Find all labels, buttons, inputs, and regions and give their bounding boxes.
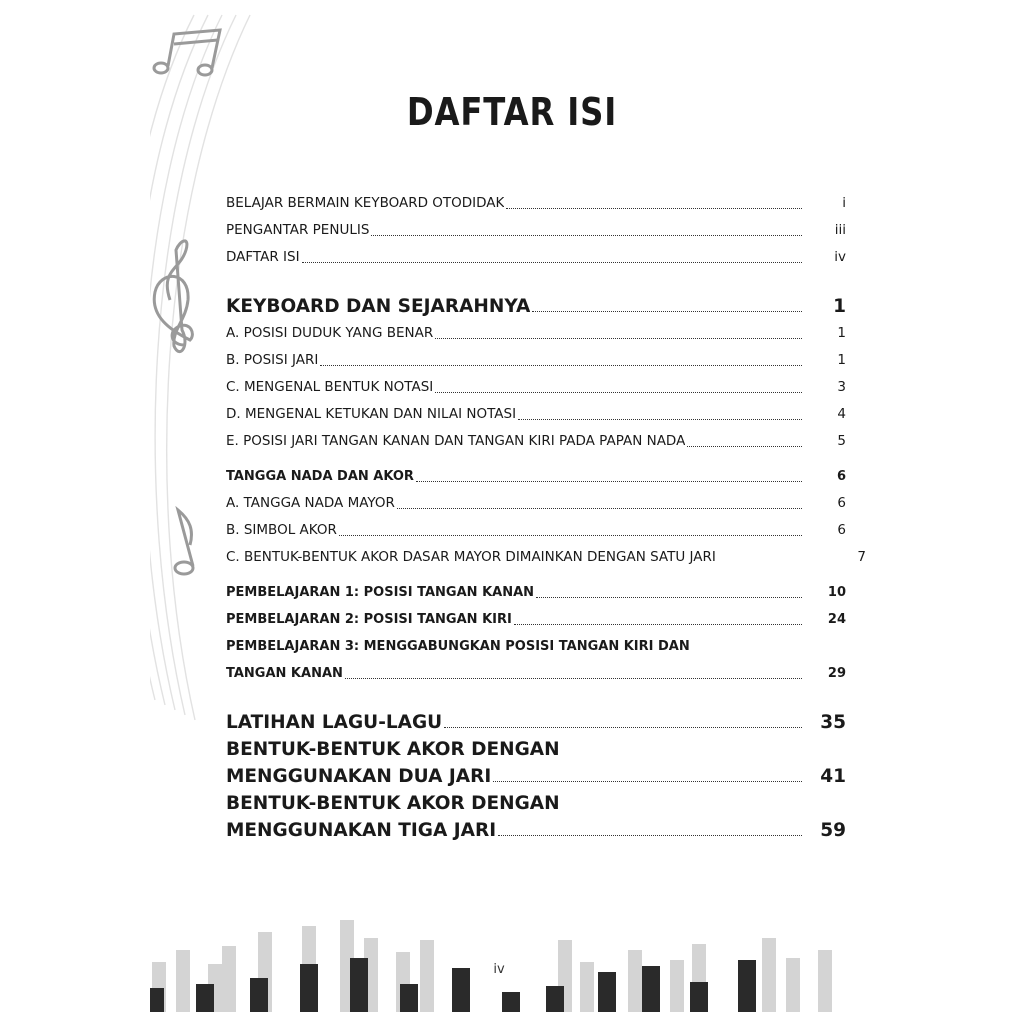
dot-leader bbox=[532, 310, 802, 312]
dot-leader bbox=[339, 534, 802, 536]
toc-chapter-label: KEYBOARD DAN SEJARAHNYA bbox=[226, 296, 531, 317]
dot-leader bbox=[416, 480, 802, 482]
toc-section[interactable] bbox=[226, 463, 846, 490]
toc-entry[interactable] bbox=[226, 490, 846, 517]
dot-leader bbox=[371, 234, 802, 236]
toc-section-page: 29 bbox=[827, 666, 846, 681]
toc-entry[interactable] bbox=[226, 517, 846, 544]
toc-section-page: 6 bbox=[836, 469, 846, 484]
toc-chapter[interactable] bbox=[226, 763, 846, 790]
toc-chapter[interactable] bbox=[226, 817, 846, 844]
toc-entry-label: PENGANTAR PENULIS bbox=[226, 222, 370, 238]
dot-leader bbox=[506, 207, 802, 209]
toc-entry-page: i bbox=[842, 195, 846, 211]
toc-entry-label: B. SIMBOL AKOR bbox=[226, 522, 337, 538]
toc-entry-label: A. TANGGA NADA MAYOR bbox=[226, 495, 395, 511]
dot-leader bbox=[498, 834, 802, 836]
toc-entry[interactable] bbox=[226, 347, 846, 374]
toc-entry[interactable] bbox=[226, 244, 846, 271]
toc-entry-label: E. POSISI JARI TANGAN KANAN DAN TANGAN KIRI PADA PAPAN NADA bbox=[226, 433, 686, 449]
dot-leader bbox=[687, 445, 802, 447]
toc-entry-page: 6 bbox=[837, 522, 846, 538]
toc-entry-page: 7 bbox=[857, 549, 866, 565]
toc-section[interactable] bbox=[226, 660, 846, 687]
toc-entry-label: A. POSISI DUDUK YANG BENAR bbox=[226, 325, 434, 341]
toc-entry-label: BELAJAR BERMAIN KEYBOARD OTODIDAK bbox=[226, 195, 505, 211]
eighth-note-icon bbox=[175, 510, 193, 574]
toc-chapter[interactable] bbox=[226, 293, 846, 320]
toc-entry-page: 6 bbox=[837, 495, 846, 511]
toc-section-label: TANGGA NADA DAN AKOR bbox=[226, 469, 414, 484]
toc-entry[interactable] bbox=[226, 320, 846, 347]
toc-entry-label: B. POSISI JARI bbox=[226, 352, 319, 368]
toc-section[interactable] bbox=[226, 633, 846, 660]
toc-chapter-label: MENGGUNAKAN DUA JARI bbox=[226, 766, 492, 787]
table-of-contents bbox=[226, 190, 866, 844]
toc-entry[interactable] bbox=[226, 401, 846, 428]
toc-section[interactable] bbox=[226, 579, 846, 606]
toc-chapter[interactable] bbox=[226, 790, 846, 817]
toc-entry-page: 1 bbox=[837, 352, 846, 368]
dot-leader bbox=[302, 261, 802, 263]
toc-section[interactable] bbox=[226, 606, 846, 633]
toc-entry-label: DAFTAR ISI bbox=[226, 249, 300, 265]
toc-chapter-label: LATIHAN LAGU-LAGU bbox=[226, 712, 443, 733]
toc-entry[interactable] bbox=[226, 190, 846, 217]
dot-leader bbox=[435, 337, 802, 339]
dot-leader bbox=[397, 507, 802, 509]
eighth-notes-icon bbox=[154, 30, 220, 75]
toc-entry-label: D. MENGENAL KETUKAN DAN NILAI NOTASI bbox=[226, 406, 517, 422]
toc-chapter-label: BENTUK-BENTUK AKOR DENGAN bbox=[226, 793, 560, 814]
toc-entry-label: C. MENGENAL BENTUK NOTASI bbox=[226, 379, 434, 395]
dot-leader bbox=[536, 596, 802, 598]
toc-section-label: PEMBELAJARAN 3: MENGGABUNGKAN POSISI TANGAN KIRI DAN bbox=[226, 639, 690, 654]
toc-entry-page: 4 bbox=[837, 406, 846, 422]
treble-clef-icon bbox=[154, 241, 192, 352]
toc-entry-label: C. BENTUK-BENTUK AKOR DASAR MAYOR DIMAINKAN DENGAN SATU JARI bbox=[226, 549, 716, 565]
page-number: iv bbox=[482, 953, 516, 987]
toc-chapter-label: MENGGUNAKAN TIGA JARI bbox=[226, 820, 497, 841]
toc-entry-page: 3 bbox=[837, 379, 846, 395]
dot-leader bbox=[444, 726, 802, 728]
toc-entry[interactable] bbox=[226, 428, 846, 455]
toc-chapter-page: 41 bbox=[820, 766, 846, 787]
toc-entry-page: iv bbox=[834, 249, 846, 265]
toc-entry-page: 1 bbox=[837, 325, 846, 341]
dot-leader bbox=[514, 623, 802, 625]
dot-leader bbox=[518, 418, 802, 420]
toc-entry-page: 5 bbox=[837, 433, 846, 449]
toc-section-label: PEMBELAJARAN 2: POSISI TANGAN KIRI bbox=[226, 612, 512, 627]
toc-chapter-page: 35 bbox=[820, 712, 846, 733]
toc-entry[interactable] bbox=[226, 544, 866, 571]
toc-section-page: 10 bbox=[827, 585, 846, 600]
book-page bbox=[150, 0, 874, 1024]
toc-entry-page: iii bbox=[834, 222, 846, 238]
page-title: DAFTAR ISI bbox=[406, 90, 618, 134]
toc-entry[interactable] bbox=[226, 217, 846, 244]
toc-section-label: PEMBELAJARAN 1: POSISI TANGAN KANAN bbox=[226, 585, 535, 600]
dot-leader bbox=[345, 677, 802, 679]
toc-chapter[interactable] bbox=[226, 736, 846, 763]
toc-chapter[interactable] bbox=[226, 709, 846, 736]
toc-chapter-page: 1 bbox=[833, 296, 846, 317]
toc-section-label: TANGAN KANAN bbox=[226, 666, 343, 681]
dot-leader bbox=[493, 780, 802, 782]
toc-chapter-page: 59 bbox=[820, 820, 846, 841]
toc-section-page: 24 bbox=[827, 612, 846, 627]
dot-leader bbox=[320, 364, 802, 366]
toc-entry[interactable] bbox=[226, 374, 846, 401]
dot-leader bbox=[435, 391, 802, 393]
toc-chapter-label: BENTUK-BENTUK AKOR DENGAN bbox=[226, 739, 560, 760]
